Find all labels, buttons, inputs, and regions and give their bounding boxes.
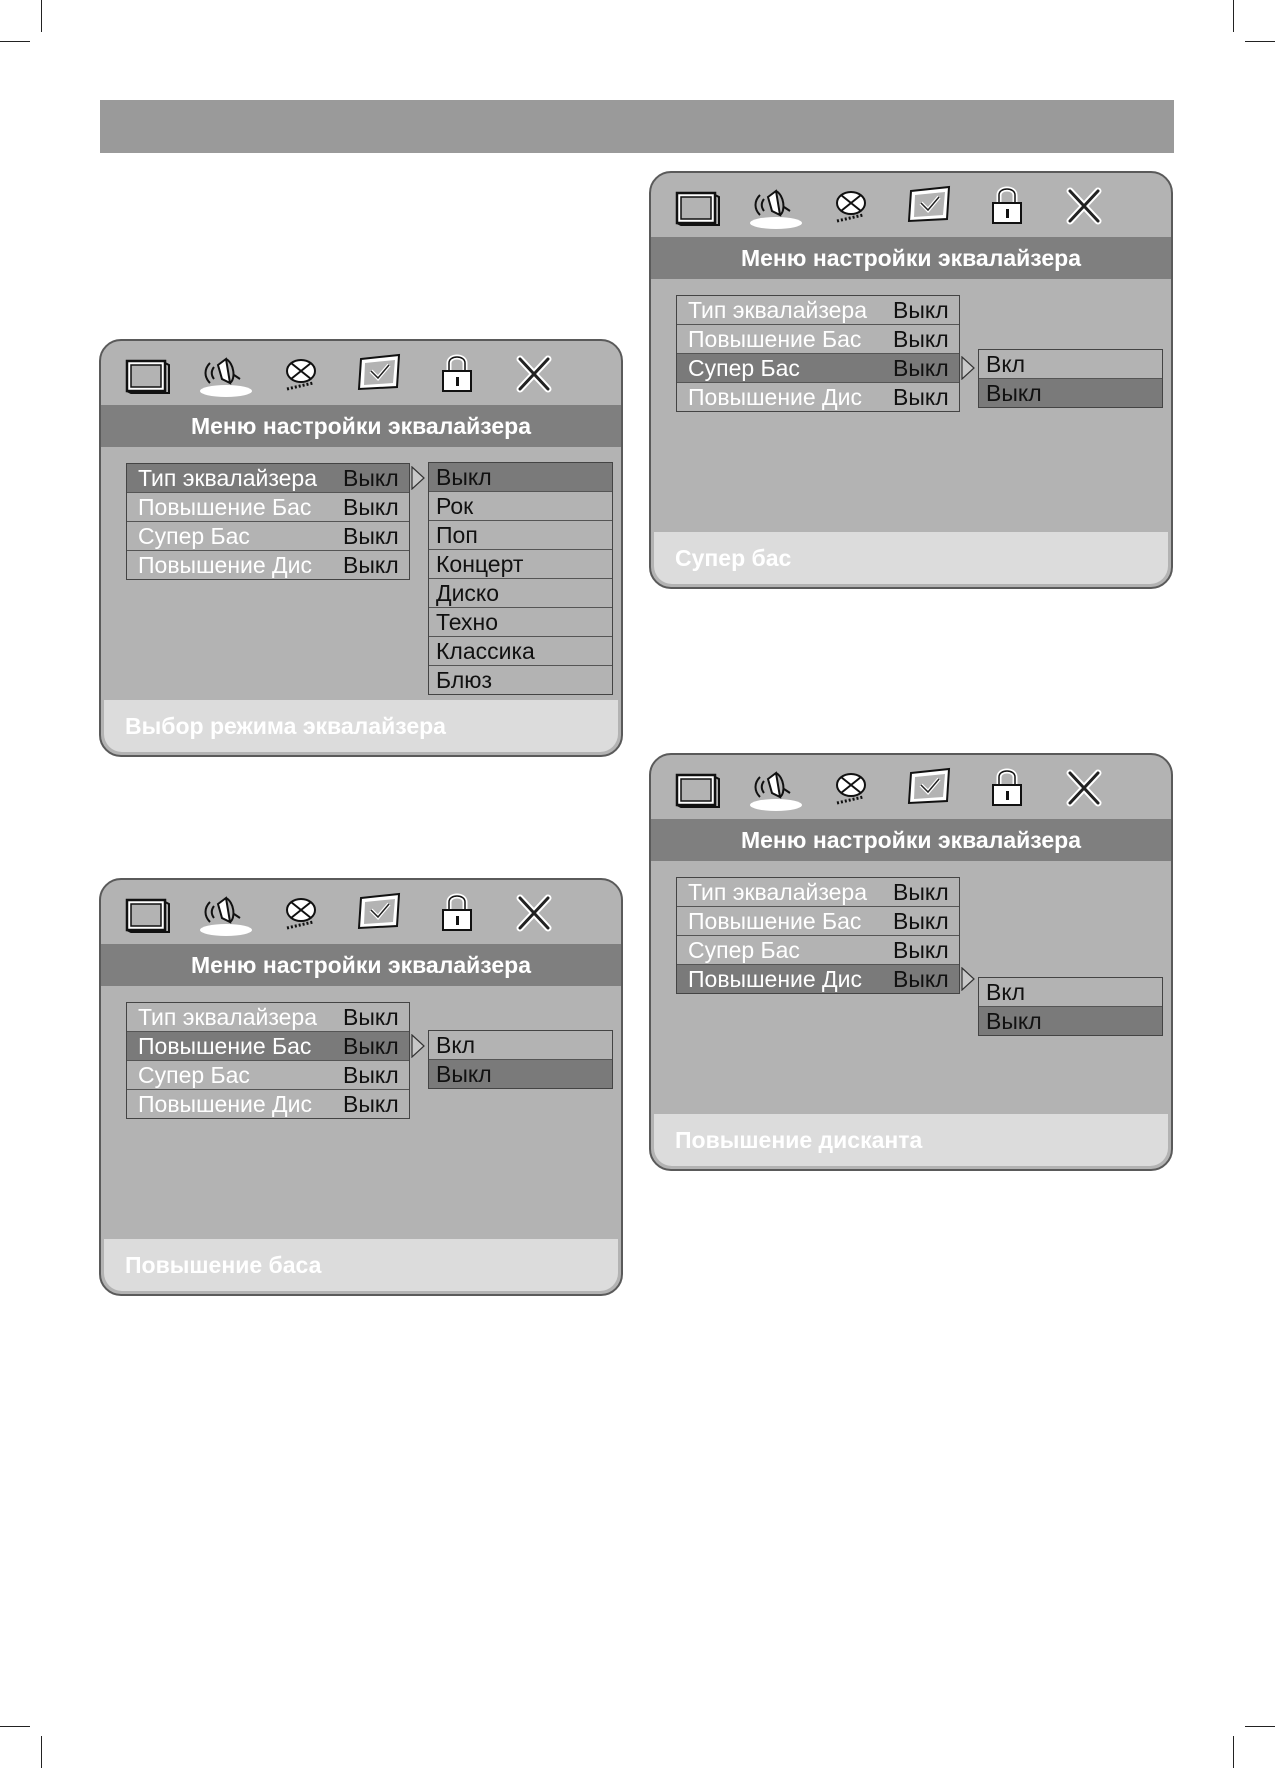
option-item[interactable]: Техно <box>429 608 612 637</box>
menu-item-value: Выкл <box>891 936 957 964</box>
menu-item[interactable] <box>127 1003 409 1032</box>
crop-mark <box>0 1726 30 1727</box>
menu-item-label: Тип эквалайзера <box>688 297 868 323</box>
menu-item-value: Выкл <box>341 522 407 550</box>
satellite-icon[interactable] <box>823 763 879 813</box>
menu-item[interactable] <box>127 1032 409 1061</box>
menu-item-label: Супер Бас <box>688 937 800 963</box>
menu-item[interactable] <box>127 522 409 551</box>
menu-item[interactable] <box>677 383 959 411</box>
menu-title: Меню настройки эквалайзера <box>651 819 1171 861</box>
menu-item-label: Супер Бас <box>138 1062 250 1088</box>
menu-item-value: Выкл <box>341 493 407 521</box>
options-list <box>978 349 1163 408</box>
menu-item-label: Супер Бас <box>688 355 800 381</box>
option-item[interactable]: Выкл <box>979 1007 1162 1035</box>
lock-icon[interactable] <box>429 888 485 938</box>
help-text: Повышение дисканта <box>654 1114 1168 1166</box>
menu-item-value: Выкл <box>341 1032 407 1060</box>
option-item[interactable]: Рок <box>429 492 612 521</box>
menu-item-value: Выкл <box>891 878 957 906</box>
menu-item[interactable] <box>677 907 959 936</box>
checkbox-icon[interactable] <box>351 888 407 938</box>
close-icon[interactable] <box>1056 763 1112 813</box>
icon-toolbar <box>101 880 621 944</box>
menu-item[interactable] <box>677 878 959 907</box>
help-text: Супер бас <box>654 532 1168 584</box>
crop-mark <box>1245 41 1275 42</box>
submenu-arrow-icon <box>961 967 975 991</box>
submenu-arrow-icon <box>961 356 975 380</box>
settings-list <box>676 295 960 412</box>
options-list <box>978 977 1163 1036</box>
settings-list <box>126 463 410 580</box>
menu-item[interactable] <box>127 1090 409 1118</box>
menu-item-label: Повышение Дис <box>688 966 862 992</box>
option-item[interactable]: Поп <box>429 521 612 550</box>
crop-mark <box>1233 1736 1234 1768</box>
crop-mark <box>41 0 42 32</box>
menu-item-label: Повышение Бас <box>138 1033 312 1059</box>
menu-item[interactable] <box>677 965 959 993</box>
menu-item-value: Выкл <box>891 296 957 324</box>
menu-item[interactable] <box>677 936 959 965</box>
tv-screen-icon[interactable] <box>669 181 725 231</box>
menu-item-label: Повышение Бас <box>688 326 862 352</box>
menu-item-value: Выкл <box>341 551 407 579</box>
eq-menu-panel <box>649 753 1173 1171</box>
eq-menu-panel <box>649 171 1173 589</box>
menu-item-value: Выкл <box>891 354 957 382</box>
menu-item-value: Выкл <box>341 1061 407 1089</box>
menu-item[interactable] <box>127 1061 409 1090</box>
menu-item[interactable] <box>127 464 409 493</box>
speaker-icon[interactable] <box>746 181 802 231</box>
option-item[interactable]: Блюз <box>429 666 612 694</box>
lock-icon[interactable] <box>979 181 1035 231</box>
options-list <box>428 462 613 695</box>
menu-item-value: Выкл <box>891 907 957 935</box>
checkbox-icon[interactable] <box>901 763 957 813</box>
close-icon[interactable] <box>1056 181 1112 231</box>
menu-item-label: Тип эквалайзера <box>138 1004 318 1030</box>
checkbox-icon[interactable] <box>351 349 407 399</box>
menu-item[interactable] <box>677 296 959 325</box>
close-icon[interactable] <box>506 888 562 938</box>
submenu-arrow-icon <box>411 466 425 490</box>
checkbox-icon[interactable] <box>901 181 957 231</box>
satellite-icon[interactable] <box>823 181 879 231</box>
satellite-icon[interactable] <box>273 349 329 399</box>
lock-icon[interactable] <box>429 349 485 399</box>
eq-menu-panel <box>99 878 623 1296</box>
menu-item[interactable] <box>127 493 409 522</box>
icon-toolbar <box>651 755 1171 819</box>
submenu-arrow-icon <box>411 1034 425 1058</box>
crop-mark <box>0 41 30 42</box>
menu-item-label: Повышение Дис <box>138 552 312 578</box>
option-item[interactable]: Вкл <box>979 978 1162 1007</box>
menu-item-label: Тип эквалайзера <box>688 879 868 905</box>
option-item[interactable]: Вкл <box>429 1031 612 1060</box>
close-icon[interactable] <box>506 349 562 399</box>
eq-menu-panel <box>99 339 623 757</box>
tv-screen-icon[interactable] <box>119 888 175 938</box>
speaker-icon[interactable] <box>196 888 252 938</box>
crop-mark <box>41 1736 42 1768</box>
menu-title: Меню настройки эквалайзера <box>651 237 1171 279</box>
menu-item[interactable] <box>677 354 959 383</box>
settings-list <box>676 877 960 994</box>
crop-mark <box>1233 0 1234 32</box>
menu-item-value: Выкл <box>891 325 957 353</box>
menu-item-label: Повышение Бас <box>138 494 312 520</box>
satellite-icon[interactable] <box>273 888 329 938</box>
icon-toolbar <box>651 173 1171 237</box>
menu-item-value: Выкл <box>341 1003 407 1031</box>
menu-title: Меню настройки эквалайзера <box>101 405 621 447</box>
option-item[interactable]: Выкл <box>979 379 1162 407</box>
option-item[interactable]: Классика <box>429 637 612 666</box>
crop-mark <box>1245 1726 1275 1727</box>
option-item[interactable]: Концерт <box>429 550 612 579</box>
settings-list <box>126 1002 410 1119</box>
menu-title: Меню настройки эквалайзера <box>101 944 621 986</box>
menu-item-label: Повышение Дис <box>138 1091 312 1117</box>
page-header-bar <box>100 100 1174 153</box>
menu-item-value: Выкл <box>891 965 957 993</box>
option-item[interactable]: Вкл <box>979 350 1162 379</box>
menu-item-value: Выкл <box>341 1090 407 1118</box>
speaker-icon[interactable] <box>196 349 252 399</box>
menu-item[interactable] <box>127 551 409 579</box>
menu-item-label: Повышение Дис <box>688 384 862 410</box>
tv-screen-icon[interactable] <box>119 349 175 399</box>
menu-item[interactable] <box>677 325 959 354</box>
option-item[interactable]: Диско <box>429 579 612 608</box>
menu-item-value: Выкл <box>891 383 957 411</box>
options-list <box>428 1030 613 1089</box>
help-text: Выбор режима эквалайзера <box>104 700 618 752</box>
menu-item-label: Повышение Бас <box>688 908 862 934</box>
menu-item-label: Тип эквалайзера <box>138 465 318 491</box>
speaker-icon[interactable] <box>746 763 802 813</box>
icon-toolbar <box>101 341 621 405</box>
menu-item-value: Выкл <box>341 464 407 492</box>
menu-item-label: Супер Бас <box>138 523 250 549</box>
option-item[interactable]: Выкл <box>429 463 612 492</box>
lock-icon[interactable] <box>979 763 1035 813</box>
help-text: Повышение баса <box>104 1239 618 1291</box>
tv-screen-icon[interactable] <box>669 763 725 813</box>
option-item[interactable]: Выкл <box>429 1060 612 1088</box>
